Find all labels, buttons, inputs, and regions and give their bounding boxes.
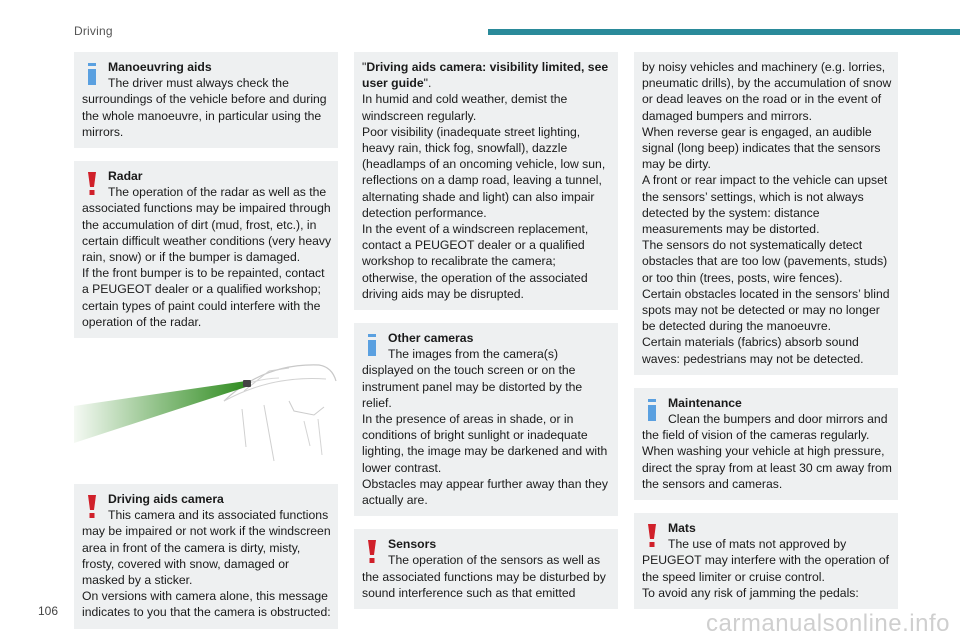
box-text: On versions with camera alone, this message indicates to you that the camera is obstructed: [82,589,331,620]
box-text: the field of vision of the cameras regularly. [642,428,870,443]
box-text: PEUGEOT may interfere with the operation of the speed limiter or cruise control. [642,553,890,584]
info-box-maintenance [634,388,898,500]
info-icon [84,61,100,87]
column-2 [354,52,618,622]
page-number: 106 [38,604,59,618]
box-text: Certain materials (fabrics) absorb sound waves: pedestrians may not be detected. [642,335,864,366]
box-text: Clean the bumpers and door mirrors and [668,412,888,427]
box-text: surroundings of the vehicle before and during the whole manoeuvre, in particular using the mirrors. [82,92,327,139]
camera-message-title: Driving aids camera: visibility limited, see user guide [362,60,609,91]
box-text [362,59,612,91]
box-text: To avoid any risk of jamming the pedals: [642,585,859,600]
box-text: The use of mats not approved by [668,537,847,552]
header-accent-bar [488,29,960,35]
box-title: Maintenance [668,395,742,410]
box-text: When reverse gear is engaged, an audible signal (long beep) indicates that the sensors may be dirty. [642,124,881,172]
box-title: Driving aids camera [108,492,224,507]
box-title: Mats [668,521,696,536]
box-text: Poor visibility (inadequate street lighting, heavy rain, thick fog, snowfall), dazzle (headlamps of an oncoming vehicle, low sun, reflections on a damp road, leaving a tunnel, alternating shade and light) can also impair detection performance. [362,124,606,220]
camera-icon [243,380,251,387]
box-text: The driver must always check the [108,76,289,91]
box-text: Certain obstacles located in the sensors’ blind spots may not be detected or may no longer be detected during the manoeuvre. [642,286,890,334]
warning-box-camera-continued [354,52,618,310]
box-text: When washing your vehicle at high pressure, direct the spray from at least 30 cm away from the sensors and cameras. [642,444,892,491]
warning-box-radar [74,161,338,338]
column-3 [634,52,898,622]
box-text: If the front bumper is to be repainted, contact a PEUGEOT dealer or a qualified workshop; certain types of paint could interfere with the operation of the radar. [82,266,325,329]
box-text: associated functions may be impaired through the accumulation of dirt (mud, frost, etc.), in certain difficult weather conditions (very heavy rain, snow) or if the bumper is damaged. [82,201,332,265]
box-text: The operation of the sensors as well as [388,553,601,568]
quote-close: ". [423,76,432,91]
section-label: Driving [74,24,113,38]
warning-box-sensors [354,529,618,609]
box-text: may be impaired or not work if the windscreen area in front of the camera is dirty, misty, frosty, covered with snow, damaged or masked by a sticker. [82,524,331,588]
warning-icon [644,522,660,548]
info-box-other-cameras [354,323,618,516]
box-text: In humid and cold weather, demist the windscreen regularly. [362,92,568,123]
box-text: Obstacles may appear further away than they actually are. [362,476,608,508]
box-text: The sensors do not systematically detect obstacles that are too low (pavements, studs) or too thin (trees, posts, wire fences). [642,238,888,285]
box-title: Radar [108,169,143,184]
box-title: Other cameras [388,331,474,346]
warning-box-camera [74,484,338,629]
info-icon [364,332,380,358]
info-box-manoeuvring [74,52,338,148]
camera-beam [74,381,249,443]
box-text: the associated functions may be disturbed by sound interference such as that emitted [362,569,606,600]
info-icon [644,397,660,423]
box-text: The operation of the radar as well as the [108,185,327,200]
warning-box-mats [634,513,898,609]
box-text: This camera and its associated functions [108,508,329,523]
quote-open: " [362,60,367,74]
box-text: by noisy vehicles and machinery (e.g. lorries, pneumatic drills), by the accumulation of snow or dead leaves on the road or in the event of damaged bumpers and mirrors. [642,60,892,123]
watermark: carmanualsonline.info [706,610,950,637]
box-title: Manoeuvring aids [108,60,212,74]
warning-icon [364,538,380,564]
box-text: In the presence of areas in shade, or in conditions of bright sunlight or inadequate lighting, the image may be darkened and with lower contrast. [362,412,608,475]
box-text: displayed on the touch screen or on the instrument panel may be distorted by the relief. [362,363,583,410]
box-text: In the event of a windscreen replacement, contact a PEUGEOT dealer or a qualified workshop to recalibrate the camera; otherwise, the operation of the associated driving aids may be disrupted. [362,222,589,301]
column-1 [74,52,338,642]
warning-box-sensors-continued [634,52,898,375]
box-title: Sensors [388,537,437,552]
warning-icon [84,170,100,196]
box-text: The images from the camera(s) [388,347,559,362]
warning-icon [84,493,100,519]
windscreen-camera-diagram [74,351,338,471]
box-text: A front or rear impact to the vehicle can upset the sensors’ settings, which is not always detected by the system: distance measurements may be distorted. [642,173,888,237]
camera-illustration [74,351,338,471]
